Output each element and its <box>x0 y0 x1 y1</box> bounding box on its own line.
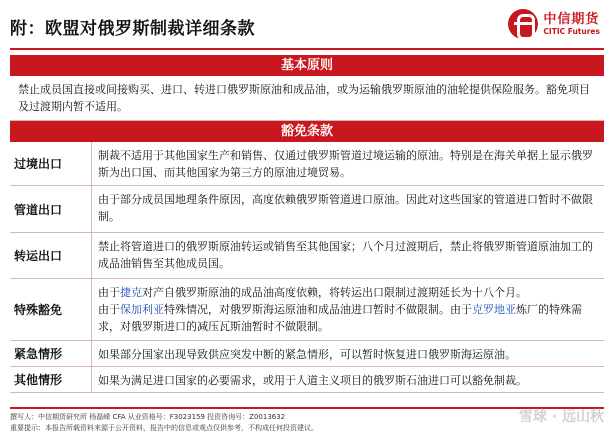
top-divider <box>10 48 604 50</box>
logo-cn: 中信期货 <box>543 11 600 27</box>
footer <box>10 407 604 434</box>
watermark: 雪球 · 远山秋 <box>518 409 604 425</box>
row-label: 过境出口 <box>10 142 92 185</box>
row-text: 如果为满足进口国家的必要需求，或用于人道主义项目的俄罗斯石油进口可以豁免制裁。 <box>98 374 527 387</box>
citic-logo-icon <box>508 9 538 39</box>
country-bulgaria: 保加利亚 <box>120 303 164 316</box>
logo-en: CITIC Futures <box>543 26 600 36</box>
text-seg: 由于 <box>98 286 120 299</box>
row-label: 管道出口 <box>10 186 92 232</box>
basic-principle-header: 基本原则 <box>10 55 604 76</box>
row-label: 特殊豁免 <box>10 279 92 340</box>
page-title: 附：欧盟对俄罗斯制裁详细条款 <box>10 19 255 39</box>
footer-disclaimer: 重要提示：本报告所载资料来源于公开资料，报告中的信息或观点仅供参考，不构成任何投资建议。 <box>10 424 318 432</box>
logo-text <box>543 13 600 36</box>
exemption-header: 豁免条款 <box>10 121 604 142</box>
table-row <box>10 186 604 233</box>
header <box>0 0 614 46</box>
row-text: 由于部分成员国地理条件原因，高度依赖俄罗斯管道进口原油。因此对这些国家的管道进口暂时不做限制。 <box>98 193 593 223</box>
table-row <box>10 233 604 279</box>
logo <box>508 8 600 40</box>
text-seg: 对产自俄罗斯原油的成品油高度依赖，将转运出口限制过渡期延长为十八个月。 <box>142 286 527 299</box>
row-text <box>92 279 604 340</box>
row-text: 制裁不适用于其他国家生产和销售、仅通过俄罗斯管道过境运输的原油。特别是在海关单据上显示俄罗斯为出口国、而其他国家为第三方的原油过境贸易。 <box>98 149 593 179</box>
text-seg: 炼厂的特殊需求，对俄罗斯进口的减压瓦斯油暂时不做限制。 <box>98 303 582 333</box>
sanctions-table <box>10 55 604 393</box>
table-row <box>10 279 604 341</box>
table-row <box>10 142 604 186</box>
table-row <box>10 367 604 393</box>
footer-author: 撰写人：中信期货研究所 杨磊嵘 CFA 从业资格号：F3023159 投资咨询号：Z0013632 <box>10 413 286 421</box>
row-text: 禁止将管道进口的俄罗斯原油转运或销售至其他国家；八个月过渡期后，禁止将俄罗斯管道原油加工的成品油销售至其他成员国。 <box>98 240 593 270</box>
row-label: 转运出口 <box>10 233 92 278</box>
country-croatia: 克罗地亚 <box>472 303 516 316</box>
row-label: 紧急情形 <box>10 341 92 366</box>
row-label: 其他情形 <box>10 367 92 392</box>
country-czech: 捷克 <box>120 286 142 299</box>
basic-principle-text: 禁止成员国直接或间接购买、进口、转进口俄罗斯原油和成品油，或为运输俄罗斯原油的油轮提供保险服务。豁免项目及过渡期内暂不适用。 <box>10 76 604 121</box>
row-text: 如果部分国家出现导致供应突发中断的紧急情形，可以暂时恢复进口俄罗斯海运原油。 <box>98 348 516 361</box>
text-seg: 由于 <box>98 303 120 316</box>
text-seg: 特殊情况，对俄罗斯海运原油和成品油进口暂时不做限制。由于 <box>164 303 472 316</box>
table-row <box>10 341 604 367</box>
